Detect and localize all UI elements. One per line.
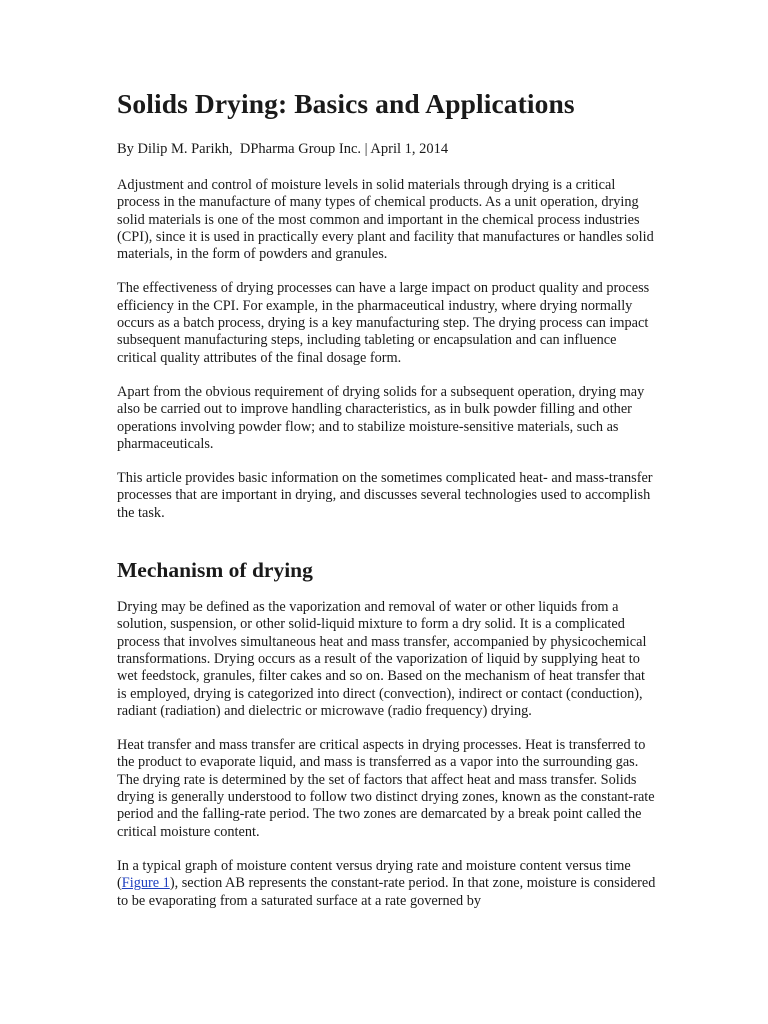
paragraph-text-before-link: In a typical graph of moisture content versus drying rate and moisture content versus time (	[117, 857, 631, 892]
article-title: Solids Drying: Basics and Applications	[117, 88, 575, 119]
section-paragraph-2: Heat transfer and mass transfer are critical aspects in drying processes. Heat is transferred to the product to evaporate liquid, and mass is transferred as a vapor into the surrounding gas. The drying rate is determined by the set of factors that affect heat and mass transfer. Solids drying is generally understood to follow two distinct drying zones, known as the constant-rate period and the falling-rate period. The two zones are demarcated by a break point called the critical moisture content.	[117, 737, 655, 840]
figure-1-link[interactable]: Figure 1	[121, 875, 170, 892]
section-paragraph-3	[117, 858, 657, 910]
intro-paragraph-1: Adjustment and control of moisture levels in solid materials through drying is a critical process in the manufacture of many types of chemical products. As a unit operation, drying solid materials is one of the most common and important in the chemical process industries (CPI), since it is used in practically every plant and facility that manufactures or handles solid materials, in the form of powders and granules.	[117, 177, 654, 263]
section-paragraph-1: Drying may be defined as the vaporization and removal of water or other liquids from a solution, suspension, or other solid-liquid mixture to form a dry solid. It is a complicated process that involves simultaneous heat and mass transfer, accompanied by physicochemical transformations. Drying occurs as a result of the vaporization of liquid by supplying heat to wet feedstock, granules, filter cakes and so on. Based on the mechanism of heat transfer that is employed, drying is categorized into direct (convection), indirect or contact (conduction), radiant (radiation) and dielectric or microwave (radio frequency) drying.	[117, 599, 647, 719]
intro-paragraph-2: The effectiveness of drying processes can have a large impact on product quality and process efficiency in the CPI. For example, in the pharmaceutical industry, where drying normally occurs as a batch process, drying is a key manufacturing step. The drying process can impact subsequent manufacturing steps, including tableting or encapsulation and can influence critical quality attributes of the final dosage form.	[117, 280, 650, 366]
paragraph-text-after-link: ), section AB represents the constant-rate period. In that zone, moisture is considered to be evaporating from a saturated surface at a rate governed by	[117, 875, 656, 909]
intro-paragraph-3: Apart from the obvious requirement of drying solids for a subsequent operation, drying may also be carried out to improve handling characteristics, as in bulk powder filling and other operations involving powder flow; and to stabilize moisture-sensitive materials, such as pharmaceuticals.	[117, 383, 645, 452]
section-heading: Mechanism of drying	[117, 558, 313, 583]
intro-paragraph-4: This article provides basic information on the sometimes complicated heat- and mass-transfer processes that are important in drying, and discusses several technologies used to accomplish the task.	[117, 470, 653, 521]
byline: By Dilip M. Parikh, DPharma Group Inc. | April 1, 2014	[117, 141, 449, 157]
article	[117, 84, 657, 910]
